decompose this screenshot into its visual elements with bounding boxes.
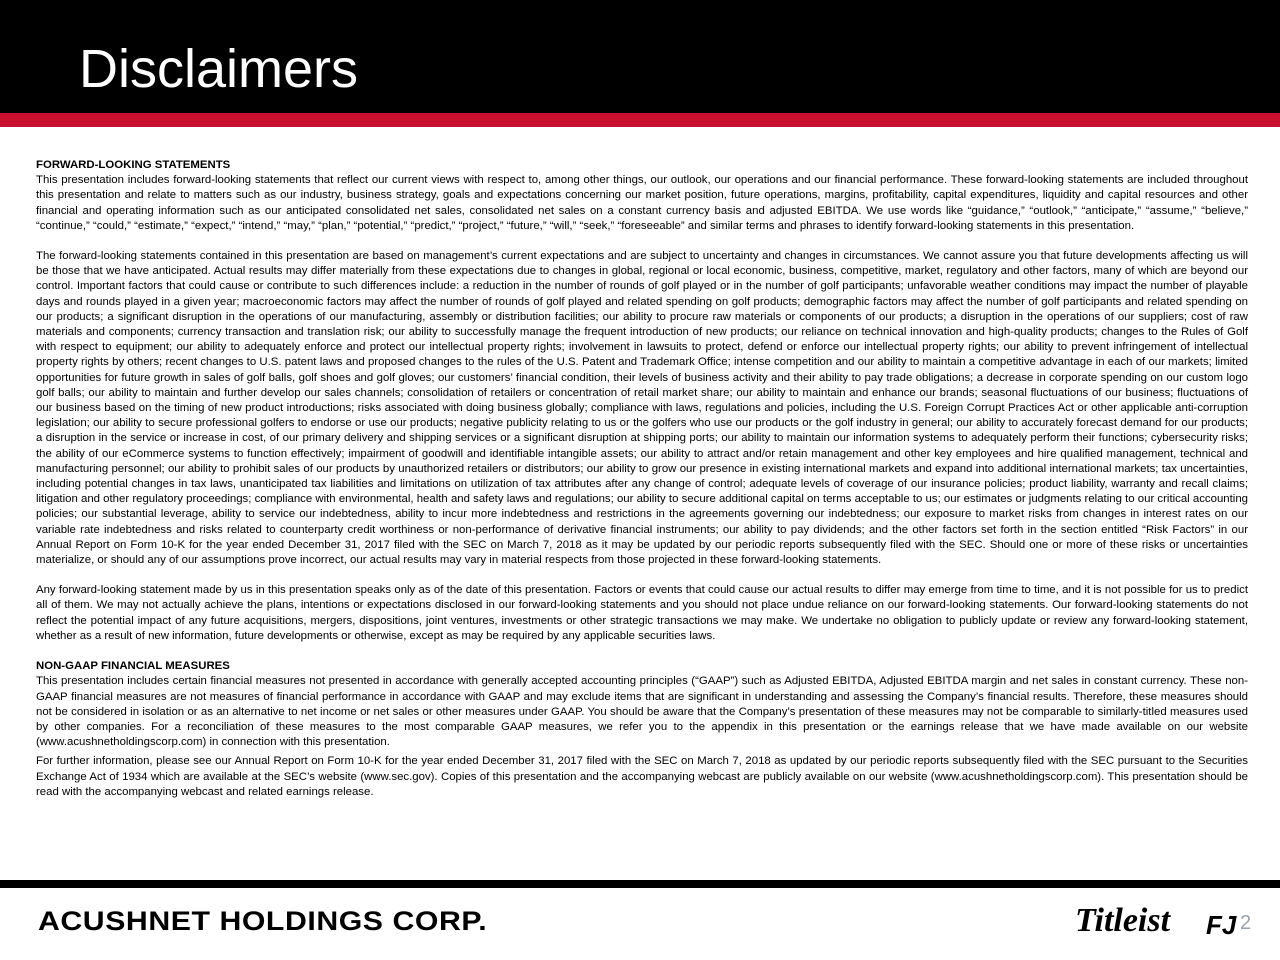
forward-looking-heading: FORWARD-LOOKING STATEMENTS [36,159,231,171]
header-bar [0,0,1280,113]
non-gaap-heading: NON-GAAP FINANCIAL MEASURES [36,660,230,673]
acushnet-logo: ACUSHNET HOLDINGS CORP. [38,906,488,936]
non-gaap-paragraph-2: For further information, please see our Annual Report on Form 10-K for the year ended December 31, 2017 filed with the SEC on March 7, 2018 as updated by our periodic reports subsequently filed with the SEC pursuant to the Securities Exchange Act of 1934 which are available at the SEC’s website (www.sec.gov). Copies of this presentation and the accompanying webcast are publicly available on our website (www.acushnetholdingscorp.com). This presentation should be read with the accompanying webcast and related earnings release. [36,755,1248,798]
non-gaap-paragraph-1: This presentation includes certain financial measures not presented in accordance with generally accepted accounting principles (“GAAP”) such as Adjusted EBITDA, Adjusted EBITDA margin and net sales in constant currency. These non-GAAP financial measures are not measures of financial performance in accordance with GAAP and may exclude items that are significant in understanding and assessing the Company’s financial results. Therefore, these measures should not be considered in isolation or as an alternative to net income or net sales or other measures under GAAP. You should be aware that the Company’s presentation of these measures may not be comparable to similarly-titled measures used by other companies. For a reconciliation of these measures to the most comparable GAAP measures, we refer you to the appendix in this presentation or the earnings release that we have made available on our website (www.acushnetholdingscorp.com) in connection with this presentation. [36,675,1248,749]
page-title: Disclaimers [79,39,359,99]
header-accent-rule [0,113,1280,127]
forward-looking-paragraph-3: Any forward-looking statement made by us in this presentation speaks only as of the date of this presentation. Factors or events that could cause our actual results to differ may emerge from time to time, and it is not possible for us to predict all of them. We may not actually achieve the plans, intentions or expectations disclosed in our forward-looking statements and you should not place undue reliance on our forward-looking statements. Our forward-looking statements do not reflect the potential impact of any future acquisitions, mergers, dispositions, joint ventures, investments or other strategic transactions we may make. We undertake no obligation to publicly update or review any forward-looking statement, whether as a result of new information, future developments or otherwise, except as may be required by any applicable securities laws. [36,584,1248,642]
titleist-logo: Titleist [1075,902,1171,939]
forward-looking-paragraph-2: The forward-looking statements contained in this presentation are based on management’s current expectations and are subject to uncertainty and changes in circumstances. We cannot assure you that future developments affecting us will be those that we have anticipated. Actual results may differ materially from these expectations due to changes in global, regional or local economic, business, competitive, market, regulatory and other factors, many of which are beyond our control. Important factors that could cause or contribute to such differences include: a reduction in the number of rounds of golf played or in the number of golf participants; unfavorable weather conditions may impact the number of playable days and rounds played in a given year; macroeconomic factors may affect the number of rounds of golf played and related spending on golf products; demographic factors may affect the number of golf participants and related spending on our products; a significant disruption in the operations of our manufacturing, assembly or distribution facilities; our ability to procure raw materials or components of our products; a disruption in the operations of our suppliers; cost of raw materials and components; currency transaction and translation risk; our ability to successfully manage the frequent introduction of new products; our reliance on technical innovation and high-quality products; changes to the Rules of Golf with respect to equipment; our ability to adequately enforce and protect our intellectual property rights; involvement in lawsuits to protect, defend or enforce our intellectual property rights; our ability to prevent infringement of intellectual property rights by others; recent changes to U.S. patent laws and proposed changes to the rules of the U.S. Patent and Trademark Office; intense competition and our ability to maintain a competitive advantage in each of our markets; limited opportunities for future growth in sales of golf balls, golf shoes and golf gloves; our customers’ financial condition, their levels of business activity and their ability to pay trade obligations; a decrease in corporate spending on our custom logo golf balls; our ability to maintain and further develop our sales channels; consolidation of retailers or concentration of retail market share; our ability to maintain and enhance our brands; seasonal fluctuations of our business; fluctuations of our business based on the timing of new product introductions; risks associated with doing business globally; compliance with laws, regulations and policies, including the U.S. Foreign Corrupt Practices Act or other applicable anti-corruption legislation; our ability to secure professional golfers to endorse or use our products; negative publicity relating to us or the golfers who use our products or the golf industry in general; our ability to accurately forecast demand for our products; a disruption in the service or increase in cost, of our primary delivery and shipping services or a significant disruption at shipping ports; our ability to maintain our information systems to adequately perform their functions; cybersecurity risks; the ability of our eCommerce systems to function effectively; impairment of goodwill and identifiable intangible assets; our ability to attract and/or retain management and other key employees and hire qualified management, technical and manufacturing personnel; our ability to prohibit sales of our products by unauthorized retailers or distributors; our ability to grow our presence in existing international markets and expand into additional international markets; tax uncertainties, including potential changes in tax laws, unanticipated tax liabilities and limitations on utilization of tax attributes after any change of control; adequate levels of coverage of our insurance policies; product liability, warranty and recall claims; litigation and other regulatory proceedings; compliance with environmental, health and safety laws and regulations; our ability to secure additional capital on terms acceptable to us; our estimates or judgments relating to our critical accounting policies; our substantial leverage, ability to service our indebtedness, ability to incur more indebtedness and restrictions in the agreements governing our indebtedness; our exposure to market risks from changes in interest rates on our variable rate indebtedness and risks related to counterparty credit worthiness or non-performance of derivative financial instruments; our ability to pay dividends; and the other factors set forth in the section entitled “Risk Factors” in our Annual Report on Form 10-K for the year ended December 31, 2017 filed with the SEC on March 7, 2018 as it may be updated by our periodic reports subsequently filed with the SEC. Should one or more of these risks or uncertainties materialize, or should any of our assumptions prove incorrect, our actual results may vary in material respects from those projected in these forward-looking statements. [36,250,1248,567]
page-number: 2 [1240,912,1252,934]
footer-rule [0,880,1280,888]
forward-looking-paragraph-1: This presentation includes forward-looking statements that reflect our current views with respect to, among other things, our outlook, our operations and our financial performance. These forward-looking statements are included throughout this presentation and relate to matters such as our industry, business strategy, goals and expectations concerning our market position, future operations, margins, profitability, capital expenditures, liquidity and capital resources and other financial and operating information such as our anticipated consolidated net sales, consolidated net sales on a constant currency basis and adjusted EBITDA. We use words like “guidance,” “outlook,” “anticipate,” “assume,” “believe,” “continue,” “could,” “estimate,” “expect,” “intend,” “may,” “plan,” “potential,” “predict,” “project,” “future,” “will,” “seek,” “foreseeable” and similar terms and phrases to identify forward-looking statements in this presentation. [36,174,1248,232]
footjoy-logo: FJ [1206,910,1237,940]
disclaimer-body [36,158,1248,800]
